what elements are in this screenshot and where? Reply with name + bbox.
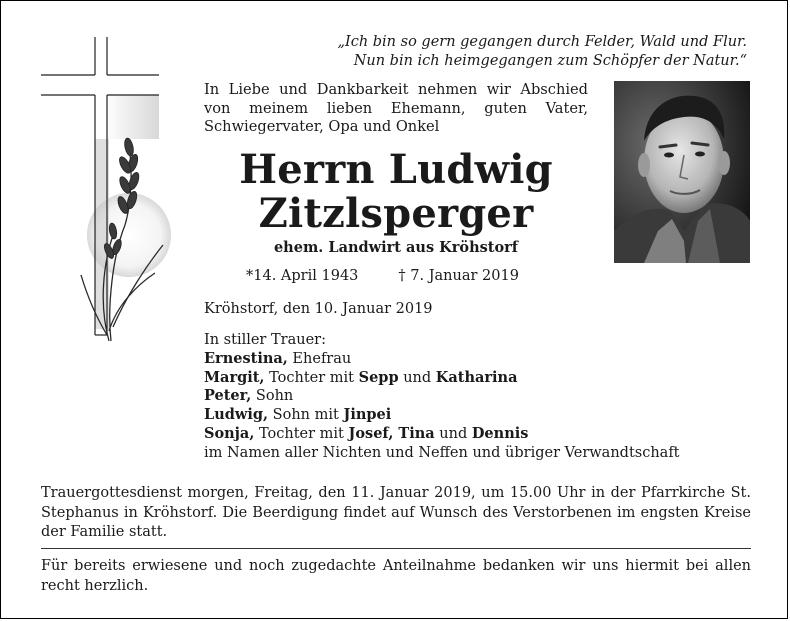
mourner-relation: im Namen aller Nichten und Neffen und übriger Verwandtschaft <box>204 444 680 461</box>
name-line-2: Zitzlsperger <box>258 190 534 237</box>
funeral-service-info: Trauergottesdienst morgen, Freitag, den 11. Januar 2019, um 15.00 Uhr in der Pfarrkirche St. Stephanus in Kröhstorf. Die Beerdigung findet auf Wunsch des Verstorbenen im engsten Kreise der Familie statt. <box>41 485 751 540</box>
name-line-1: Herrn Ludwig <box>239 146 553 193</box>
mourner-name: Ernestina, <box>204 349 288 367</box>
mourner-name: Dennis <box>471 424 529 442</box>
place-and-date: Kröhstorf, den 10. Januar 2019 <box>204 301 433 317</box>
mourner-name: Josef, Tina <box>348 424 435 442</box>
deceased-name <box>201 148 591 236</box>
mourner-line <box>204 425 764 444</box>
mourner-name: Jinpei <box>343 406 392 424</box>
intro-text: In Liebe und Dankbarkeit nehmen wir Abschied von meinem lieben Ehemann, guten Vater, Schwiegervater, Opa und Onkel <box>204 81 588 135</box>
mourner-relation: Sohn <box>251 388 294 405</box>
motto-line-1: „Ich bin so gern gegangen durch Felder, Wald und Flur. <box>337 34 747 50</box>
cross-with-wheat-emblem <box>37 35 172 347</box>
life-dates <box>246 268 519 284</box>
mourner-line <box>204 350 764 369</box>
cross-arm-shade <box>105 95 159 139</box>
mourner-line <box>204 387 764 406</box>
mourner-lines <box>204 350 764 463</box>
mourner-relation: Ehefrau <box>287 350 352 367</box>
occupation: ehem. Landwirt aus Kröhstorf <box>273 239 519 256</box>
mourner-relation: Tochter mit <box>264 369 359 386</box>
motto-line-2: Nun bin ich heimgegangen zum Schöpfer der Natur.“ <box>353 53 747 69</box>
mourner-name: Peter, <box>204 387 252 405</box>
mourner-relation: Tochter mit <box>254 425 349 442</box>
birth-date: *14. April 1943 <box>246 268 359 284</box>
divider <box>41 548 751 549</box>
mourner-line <box>204 444 764 463</box>
mourner-line <box>204 369 764 388</box>
death-date: † 7. Januar 2019 <box>398 268 519 284</box>
motto-quote <box>227 33 747 71</box>
mourner-name: Margit, <box>204 368 265 386</box>
mourner-relation: und <box>398 369 436 386</box>
mourner-name: Ludwig, <box>204 406 269 424</box>
thanks-text: Für bereits erwiesene und noch zugedachte Anteilnahme bedanken wir uns hiermit bei allen recht herzlich. <box>41 558 751 594</box>
mourner-line <box>204 406 764 425</box>
mourner-name: Sonja, <box>204 424 255 442</box>
portrait-photo <box>614 81 750 263</box>
mourner-name: Katharina <box>435 368 518 386</box>
mourner-name: Sepp <box>358 368 399 386</box>
mourners-heading: In stiller Trauer: <box>204 332 326 348</box>
mourners-list <box>204 331 764 463</box>
mourner-relation: Sohn mit <box>268 407 344 424</box>
mourner-relation: und <box>434 425 472 442</box>
